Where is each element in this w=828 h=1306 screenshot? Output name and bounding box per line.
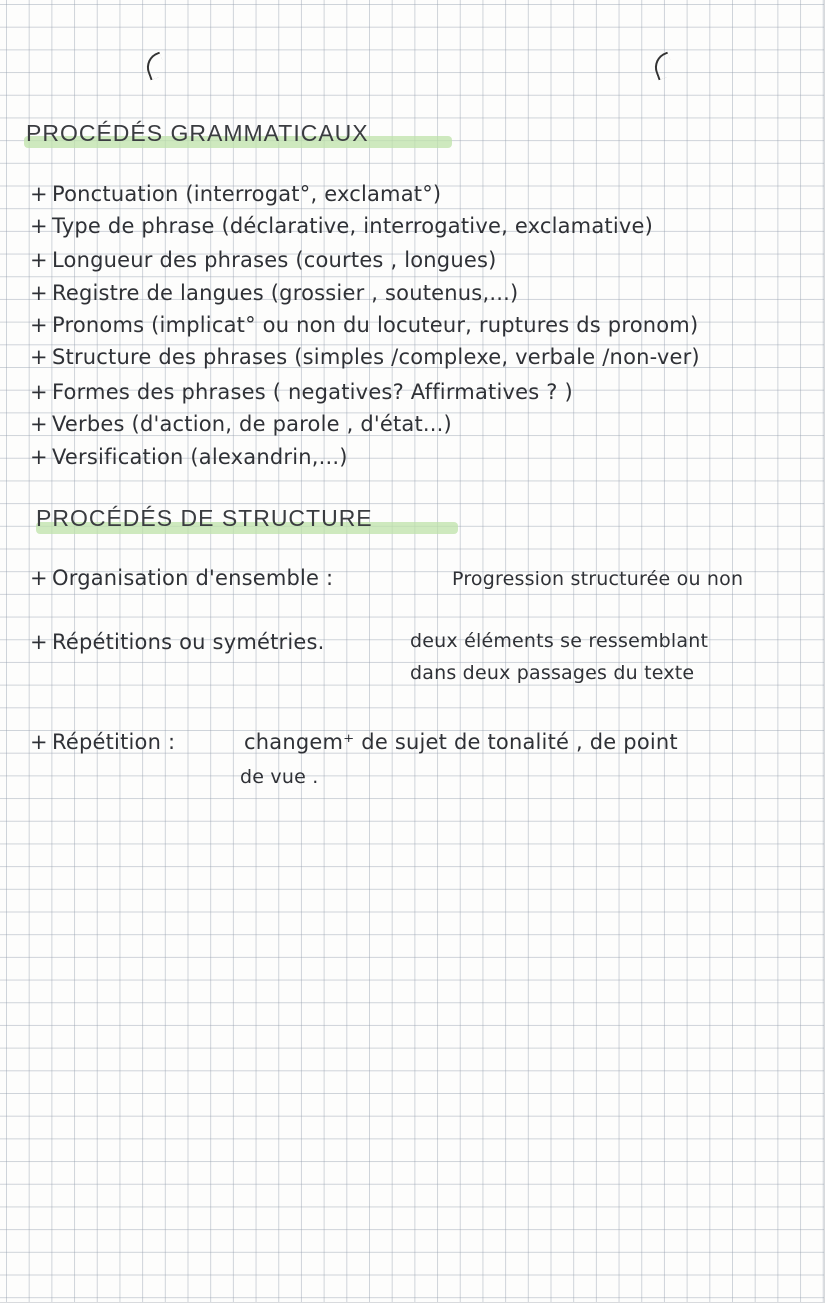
definition-text: changem⁺ de sujet de tonalité , de point — [244, 730, 678, 754]
section-title-grammaticaux: PROCÉDÉS GRAMMATICAUX — [26, 120, 369, 146]
list-item: + Formes des phrases ( negatives? Affirmatives ? ) — [30, 380, 573, 404]
list-item: + Longueur des phrases (courtes , longues) — [30, 248, 497, 272]
list-item: + Ponctuation (interrogat°, exclamat°) — [30, 182, 442, 206]
binder-hole-left — [142, 52, 167, 81]
list-item: + Type de phrase (déclarative, interrogative, exclamative) — [30, 214, 654, 238]
definition-text: dans deux passages du texte — [410, 662, 695, 684]
list-item: + Répétition : — [30, 730, 176, 754]
list-item: + Organisation d'ensemble : — [30, 566, 334, 590]
list-item: + Répétitions ou symétries. — [30, 630, 325, 654]
definition-text: Progression structurée ou non — [452, 568, 744, 590]
list-item: + Structure des phrases (simples /complexe, verbale /non-ver) — [30, 345, 700, 369]
list-item: + Versification (alexandrin,...) — [30, 445, 348, 469]
list-item: + Verbes (d'action, de parole , d'état...) — [30, 412, 452, 436]
list-item: + Pronoms (implicat° ou non du locuteur, ruptures ds pronom) — [30, 313, 699, 337]
definition-text: deux éléments se ressemblant — [410, 630, 709, 652]
list-item: + Registre de langues (grossier , soutenus,...) — [30, 281, 519, 305]
binder-hole-right — [650, 52, 675, 81]
definition-text: de vue . — [240, 766, 319, 788]
section-title-structure: PROCÉDÉS DE STRUCTURE — [36, 505, 373, 531]
